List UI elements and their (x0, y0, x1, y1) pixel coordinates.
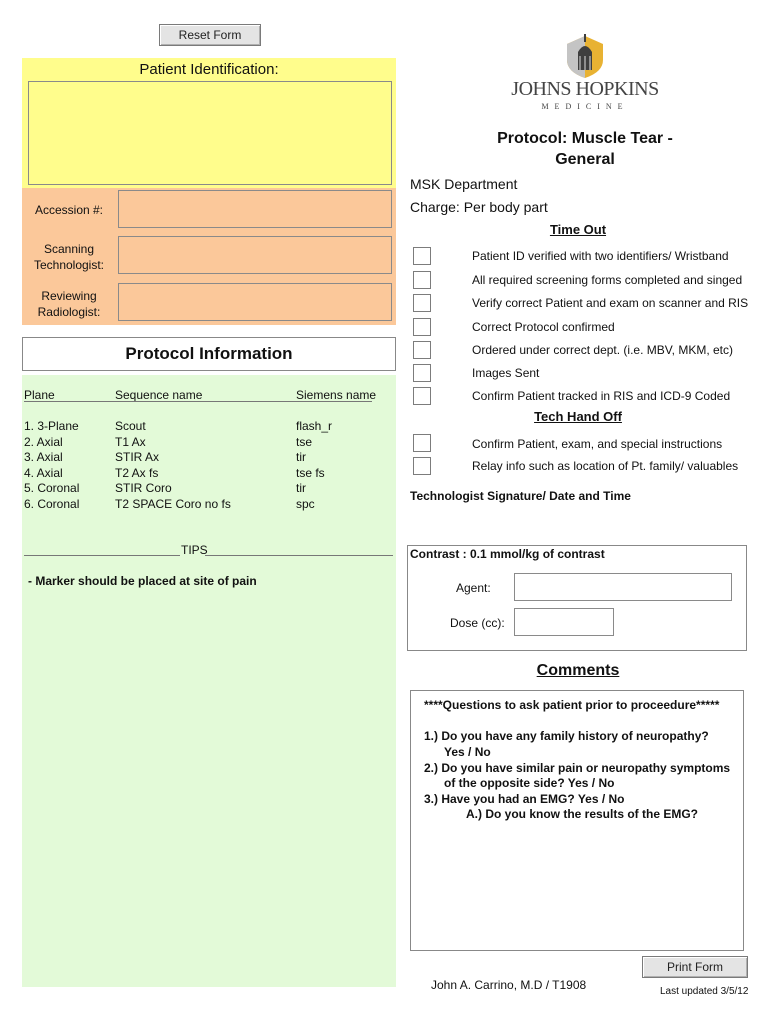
table-cell: Scout (115, 419, 146, 433)
logo-name: JOHNS HOPKINS (511, 78, 659, 100)
header-plane: Plane (24, 388, 55, 402)
comments-question-1: 1.) Do you have any family history of neuropathy? (424, 729, 709, 743)
table-cell: STIR Ax (115, 450, 160, 464)
checkbox-images-sent[interactable] (413, 364, 431, 382)
comments-question-3: 3.) Have you had an EMG? Yes / No (424, 792, 625, 806)
table-cell: T1 Ax (115, 434, 146, 449)
accession-field[interactable] (118, 190, 392, 228)
tips-line-left (24, 555, 180, 556)
dose-field[interactable] (514, 608, 614, 636)
table-cell: 4. Axial (24, 465, 63, 480)
scanning-label-line1: Scanning (43, 242, 95, 256)
table-cell: tse (296, 434, 313, 449)
logo-sub: MEDICINE (541, 102, 629, 111)
tip-text: - Marker should be placed at site of pain (28, 574, 257, 588)
scanning-technologist-label (24, 241, 114, 273)
johns-hopkins-dome-shield-icon (563, 26, 607, 78)
reset-form-button[interactable]: Reset Form (159, 24, 261, 46)
tips-label: TIPS (181, 543, 208, 557)
author-credit: John A. Carrino, M.D / T1908 (431, 978, 587, 992)
table-cell: 5. Coronal (24, 481, 80, 495)
protocol-title-line1: Protocol: Muscle Tear - (497, 130, 673, 147)
checkbox-ris-tracked[interactable] (413, 387, 431, 405)
patient-identification-field[interactable] (28, 81, 392, 185)
protocol-info-title: Protocol Information (125, 344, 293, 363)
tech-hand-off-heading: Tech Hand Off (534, 409, 622, 424)
plane-column (24, 419, 79, 512)
table-cell: spc (296, 496, 315, 511)
contrast-title: Contrast : 0.1 mmol/kg of contrast (410, 547, 605, 561)
table-cell: tir (296, 450, 306, 464)
table-cell: tir (296, 481, 306, 495)
table-cell: T2 SPACE Coro no fs (115, 496, 231, 511)
reviewing-radiologist-field[interactable] (118, 283, 392, 321)
tips-line-right (205, 555, 393, 556)
checkbox-patient-id[interactable] (413, 247, 431, 265)
checkbox-label: Relay info such as location of Pt. family/ valuables (472, 459, 739, 473)
checkbox-screening-forms[interactable] (413, 271, 431, 289)
header-sequence: Sequence name (115, 388, 203, 402)
sequence-column (115, 419, 231, 512)
checkbox-relay-info[interactable] (413, 457, 431, 475)
header-siemens: Siemens name (296, 388, 377, 402)
table-cell: flash_r (296, 419, 333, 433)
department: MSK Department (410, 176, 518, 192)
scanning-technologist-field[interactable] (118, 236, 392, 274)
comments-question-header: ****Questions to ask patient prior to proceedure***** (424, 698, 720, 712)
checkbox-label: Confirm Patient tracked in RIS and ICD-9 Coded (472, 389, 731, 403)
table-cell: 6. Coronal (24, 496, 80, 511)
table-cell: tse fs (296, 465, 325, 480)
comments-question-2: 2.) Do you have similar pain or neuropathy symptoms (424, 761, 731, 775)
checkbox-ordered-dept[interactable] (413, 341, 431, 359)
table-cell: 3. Axial (24, 450, 63, 464)
header-underline (24, 401, 372, 402)
last-updated: Last updated 3/5/12 (660, 986, 749, 997)
checkbox-label: Correct Protocol confirmed (472, 320, 615, 334)
table-cell: 1. 3-Plane (24, 419, 79, 433)
charge: Charge: Per body part (410, 199, 548, 215)
comments-question-3a: A.) Do you know the results of the EMG? (466, 807, 699, 821)
reviewing-label-line1: Reviewing (41, 289, 97, 303)
johns-hopkins-logo (510, 26, 660, 116)
table-cell: STIR Coro (115, 481, 172, 495)
checkbox-label: All required screening forms completed and singed (472, 273, 743, 287)
comments-question-2b: of the opposite side? Yes / No (444, 776, 615, 790)
print-form-button[interactable]: Print Form (642, 956, 748, 978)
comments-heading: Comments (536, 662, 620, 679)
checkbox-correct-protocol[interactable] (413, 318, 431, 336)
checkbox-label: Verify correct Patient and exam on scanner and RIS (472, 296, 749, 310)
reviewing-label-line2: Radiologist: (37, 305, 101, 319)
agent-label: Agent: (456, 581, 491, 595)
checkbox-label: Confirm Patient, exam, and special instructions (472, 437, 723, 451)
accession-label: Accession #: (34, 203, 104, 217)
table-cell: 2. Axial (24, 434, 63, 449)
table-cell: T2 Ax fs (115, 465, 159, 480)
patient-identification-title: Patient Identification: (139, 61, 279, 78)
technologist-signature-label: Technologist Signature/ Date and Time (410, 489, 631, 503)
siemens-column (296, 419, 332, 512)
scanning-label-line2: Technologist: (33, 258, 105, 272)
dose-label: Dose (cc): (450, 616, 505, 630)
comments-answer-1: Yes / No (444, 745, 491, 759)
reviewing-radiologist-label (24, 288, 114, 320)
time-out-heading: Time Out (549, 222, 607, 237)
protocol-title-line2: General (555, 151, 615, 168)
checkbox-label: Images Sent (472, 366, 540, 380)
checkbox-confirm-patient[interactable] (413, 434, 431, 452)
checkbox-verify-patient[interactable] (413, 294, 431, 312)
checkbox-label: Ordered under correct dept. (i.e. MBV, MKM, etc) (472, 343, 733, 357)
agent-field[interactable] (514, 573, 732, 601)
checkbox-label: Patient ID verified with two identifiers/ Wristband (472, 249, 729, 263)
